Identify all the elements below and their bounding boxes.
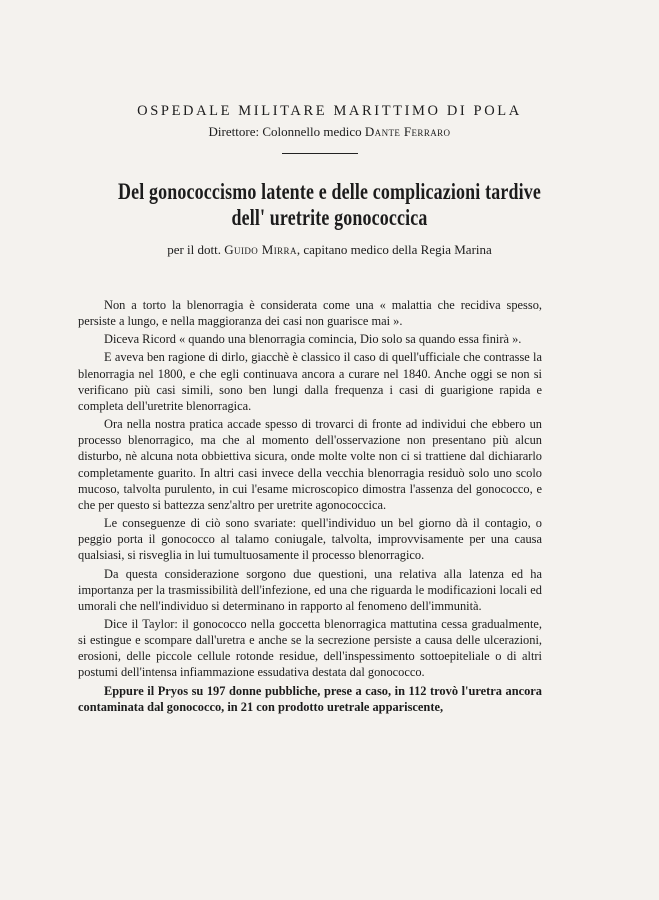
article-title-line-1: Del gonococcismo latente e delle complicazioni tardive [118, 179, 541, 204]
paragraph: E aveva ben ragione di dirlo, giacchè è classico il caso di quell'ufficiale che contrasse la blenorragia nel 1800, e che egli continuava ancora a curare nel 1840. Anche oggi se non si verificano più casi simili, sono ben lungi dalla frequenza i casi di guarigione rapida e completa dell'uretrite blenorragica. [78, 350, 542, 413]
author-name: Guido Mirra [224, 242, 297, 257]
paragraph: Non a torto la blenorragia è considerata come una « malattia che recidiva spesso, persiste a lungo, e nella maggioranza dei casi non guarisce mai ». [78, 298, 542, 329]
paragraph: Da questa considerazione sorgono due questioni, una relativa alla latenza ed ha importanza per la trasmissibilità dell'infezione, ed una che riguarda le modificazioni locali ed umorali che nell'individuo si determinano in rapporto al fenomeno dell'immunità. [78, 566, 542, 613]
director-line [0, 124, 659, 140]
paragraph: Eppure il Pryos su 197 donne pubbliche, prese a caso, in 112 trovò l'uretra ancora contaminata dal gonococco, in 21 con prodotto uretrale appariscente, [78, 683, 542, 714]
director-name: Dante Ferraro [364, 124, 451, 139]
institution-heading: OSPEDALE MILITARE MARITTIMO DI POLA [137, 103, 522, 119]
director-prefix: Direttore: Colonnello medico [208, 124, 365, 139]
paragraph: Le conseguenze di ciò sono svariate: quell'individuo un bel giorno dà il contagio, o peggio porta il gonococco al talamo coniugale, talvolta, improvvisamente per una causa qualsiasi, si risveglia in lui tumultuosamente il processo blenorragico. [78, 516, 542, 563]
article-body [78, 297, 542, 715]
byline-prefix: per il dott. [167, 242, 225, 257]
byline-suffix: , capitano medico della Regia Marina [296, 242, 492, 257]
article-title-line-2: dell' uretrite gonococcica [231, 205, 428, 230]
paragraph: Ora nella nostra pratica accade spesso di trovarci di fronte ad individui che ebbero un processo blenorragico, ma che al momento dell'osservazione non presentano più alcun disturbo, nè alcuna nota obbiettiva sicura, onde molte volte non ci si trattiene dal dichiararlo completamente guarito. In altri casi invece della vecchia blenorragia residuò solo uno scolo mucoso, talvolta purulento, in cui l'esame microscopico dimostra l'assenza del gonococco, e che per questo si battezza senz'altro per uretrite agonococcica. [78, 417, 542, 512]
paragraph: Dice il Taylor: il gonococco nella goccetta blenorragica mattutina cessa gradualmente, si estingue e scompare dall'uretra e anche se la secrezione persiste a causa delle ulcerazioni, erosioni, delle piccole cellule rotonde residue, dell'inspessimento sottoepiteliale o di altri postumi dell'intensa infiammazione essudativa destata dal gonococco. [78, 616, 542, 680]
header-divider [282, 153, 358, 154]
author-byline [0, 242, 659, 258]
paragraph: Diceva Ricord « quando una blenorragia comincia, Dio solo sa quando essa finirà ». [104, 332, 522, 347]
